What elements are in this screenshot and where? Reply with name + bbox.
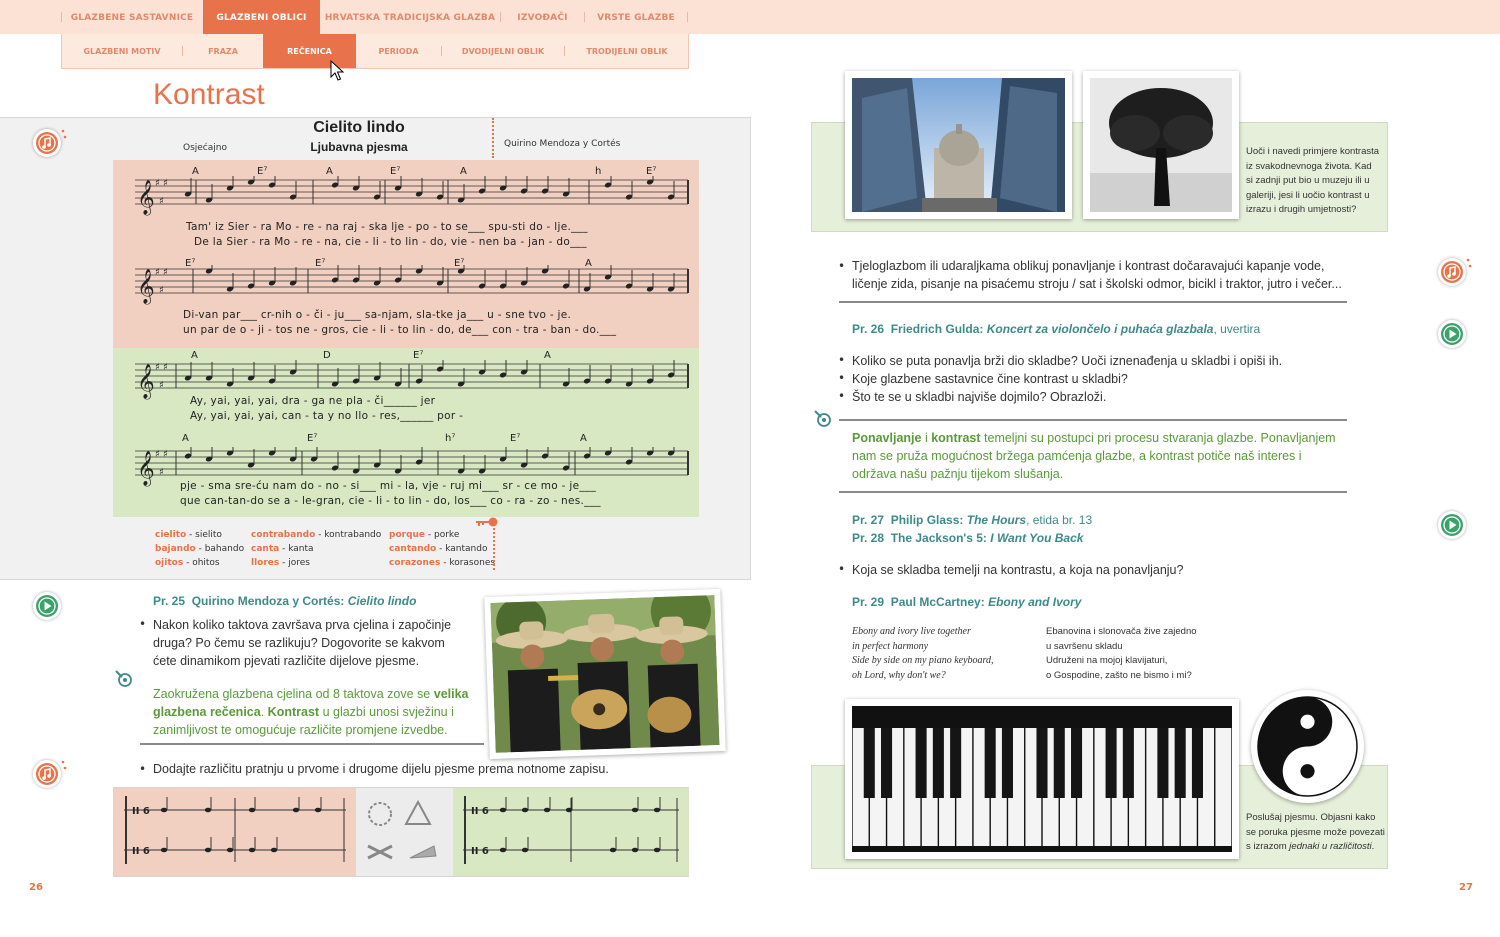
bullet: •: [838, 562, 846, 576]
chord-label: A: [182, 433, 189, 444]
chord-label: E⁷: [307, 433, 318, 444]
example-27-heading: Pr. 27 Philip Glass: The Hours, etida br. 13: [852, 513, 1093, 527]
chord-label: A: [580, 433, 587, 444]
play-icon: [1438, 511, 1466, 539]
subtab-trodijelni-oblik[interactable]: TRODIJELNI OBLIK: [586, 47, 668, 56]
key-icon: [474, 516, 500, 528]
photo-caption-bottom: Poslušaj pjesmu. Objasni kako se poruka pjesme može povezati s izrazom jednaki u različitosti.: [1246, 812, 1385, 852]
svg-text:♯: ♯: [159, 380, 164, 391]
bullet: •: [838, 353, 846, 367]
mariachi-image: [490, 595, 719, 753]
svg-text:II 6: II 6: [132, 846, 150, 857]
mouse-cursor-icon: [330, 60, 346, 82]
example-29-heading: Pr. 29 Paul McCartney: Ebony and Ivory: [852, 595, 1082, 609]
definition-note: Ponavljanje i kontrast temeljni su postupci pri procesu stvaranja glazbe. Ponavljanjem nam se pruža mogućnost bržega pamćenja glazbe, a kontrast potiče naš interes i održava našu pažnju tijekom slušanja.: [852, 431, 1336, 481]
chord-label: E⁷: [454, 258, 465, 269]
svg-text:♯: ♯: [155, 449, 160, 460]
example-26-heading: Pr. 26 Friedrich Gulda: Koncert za violončelo i puhaća glazbala, uvertira: [852, 322, 1261, 336]
svg-text:♯: ♯: [155, 267, 160, 278]
city-contrast-photo: [845, 71, 1072, 219]
bullet: •: [139, 762, 147, 776]
chord-label: A: [192, 166, 199, 177]
lyric-line: Ay, yai, yai, yai, dra - ga ne pla - či______ jer: [190, 395, 436, 407]
photo-caption-top: Uoči i navedi primjere kontrasta iz svakodnevnoga života. Kad si zadnji put bio u muzeju ili u galeriji, jesi li uočio kontrast u izrazu i drugih umjetnosti?: [1246, 146, 1380, 215]
song-icon[interactable]: [33, 760, 61, 788]
svg-text:♯: ♯: [159, 285, 164, 296]
svg-text:♯: ♯: [155, 178, 160, 189]
svg-text:𝄞: 𝄞: [137, 180, 155, 215]
yin-yang-icon: [1257, 696, 1358, 797]
lyric-line: Ay, yai, yai, yai, can - ta y no llo - res,______ por -: [190, 410, 464, 422]
chord-label: E⁷: [390, 166, 401, 177]
question-list: Koliko se puta ponavlja brži dio skladbe? Uoči iznenađenja u skladbi i opiši ih. Koje glazbene sastavnice čine kontrast u skladbi? Što te se u skladbi najviše dojmilo? Obrazloži.: [852, 354, 1283, 404]
svg-text:♯: ♯: [163, 449, 168, 460]
svg-text:𝄞: 𝄞: [137, 451, 155, 486]
svg-text:II 6: II 6: [471, 846, 489, 857]
chord-label: h⁷: [445, 433, 456, 444]
staff-line-1: [113, 176, 699, 218]
lyric-line: pje - sma sre-ću nam do - no - si___ mi - la, vje - ruj mi___ sr - ce mo - je___: [180, 480, 596, 492]
song-icon[interactable]: [33, 129, 61, 157]
song-subtitle: Ljubavna pjesma: [310, 140, 408, 154]
rhythm-notation-b: [453, 788, 689, 876]
svg-text:𝄞: 𝄞: [137, 269, 155, 304]
rhythm-accompaniment: [113, 787, 689, 877]
svg-text:♯: ♯: [159, 467, 164, 478]
chord-label: E⁷: [413, 350, 424, 361]
music-note-icon: [33, 129, 61, 157]
listen-icon[interactable]: [33, 592, 61, 620]
rhythm-notation-a: [114, 788, 356, 876]
yin-yang-badge: [1251, 690, 1364, 803]
svg-text:II 6: II 6: [132, 806, 150, 817]
question-text: Nakon koliko taktova završava prva cjelina i započinje druga? Po čemu se razlikuju? Dogovorite se kakvom ćete dinamikom pjevati različite dijelove pjesme.: [153, 618, 452, 668]
dotted-divider: [492, 118, 494, 158]
tree-image: [1090, 78, 1232, 212]
svg-text:♯: ♯: [159, 196, 164, 207]
song-title: Cielito lindo: [313, 119, 405, 136]
tab-vrste-glazbe[interactable]: VRSTE GLAZBE: [597, 13, 675, 23]
divider: [839, 419, 1347, 421]
svg-text:♯: ♯: [163, 178, 168, 189]
glossary-item: ojitos - ohitos: [155, 558, 220, 568]
tree-contrast-photo: [1083, 71, 1239, 219]
svg-text:♯: ♯: [163, 362, 168, 373]
chord-label: E⁷: [315, 258, 326, 269]
tab-izvodaci[interactable]: IZVOĐAČI: [517, 13, 568, 23]
listen-icon[interactable]: [1438, 511, 1466, 539]
percussion-instruments-icon: [366, 798, 446, 870]
page-title: Kontrast: [153, 78, 265, 111]
subtab-glazbeni-motiv[interactable]: GLAZBENI MOTIV: [83, 47, 161, 56]
glossary-item: porque - porke: [389, 530, 460, 540]
lyric-line: un par de o - ji - tos ne - gros, cie - li - to lin - do, de___ con - tra - ban - do.___: [183, 324, 617, 336]
glossary-item: contrabando - kontrabando: [251, 530, 382, 540]
subtab-perioda[interactable]: PERIODA: [378, 47, 419, 56]
question-text: Dodajte različitu pratnju u prvome i drugome dijelu pjesme prema notnome zapisu.: [153, 762, 609, 776]
top-navigation: [0, 0, 1500, 34]
chord-label: E⁷: [257, 166, 268, 177]
chord-label: D: [323, 350, 331, 361]
dotted-divider: [493, 528, 495, 570]
bullet: •: [838, 371, 846, 385]
song-tempo: Osjećajno: [183, 143, 227, 153]
glossary-item: llores - jores: [251, 558, 310, 568]
bullet: •: [838, 259, 846, 273]
lyric-line: Di-van par___ cr-nih o - či - ju___ sa-njam, sla-tke ja___ u - sne tvo - je.: [183, 309, 572, 321]
pointer-hand-icon: [812, 408, 834, 430]
lyric-line: De la Sier - ra Mo - re - na, cie - li - to lin - do, vie - nen ba - jan - do___: [194, 236, 587, 248]
question-text: Koja se skladba temelji na kontrastu, a koja na ponavljanju?: [852, 563, 1184, 577]
svg-text:II 6: II 6: [471, 806, 489, 817]
divider: [140, 743, 484, 745]
tab-hrvatska-tradicijska-glazba[interactable]: HRVATSKA TRADICIJSKA GLAZBA: [324, 13, 496, 23]
sparkle-dots-icon: [1465, 257, 1473, 271]
svg-text:♯: ♯: [155, 362, 160, 373]
glossary-item: cantando - kantando: [389, 544, 488, 554]
lyric-line: que can-tan-do se a - le-gran, cie - li - to lin - do, los___ co - ra - zo - nes.___: [180, 495, 601, 507]
song-composer: Quirino Mendoza y Cortés: [504, 139, 621, 149]
chord-label: h: [595, 166, 602, 177]
sparkle-dots-icon: [60, 759, 68, 773]
definition-note: Zaokružena glazbena cjelina od 8 taktova zove se velika glazbena rečenica. Kontrast u glazbi unosi svježinu i zanimljivost te omogućuje različite promjene izvedbe.: [153, 687, 469, 737]
chord-label: A: [326, 166, 333, 177]
tab-glazbene-sastavnice[interactable]: GLAZBENE SASTAVNICE: [70, 13, 194, 23]
play-icon: [33, 592, 61, 620]
glossary-item: cielito - sielito: [155, 530, 222, 540]
piano-keys-image: [852, 706, 1232, 852]
nav-separator: [687, 12, 688, 22]
sparkle-dots-icon: [60, 128, 68, 142]
piano-photo: [845, 699, 1239, 859]
lyric-line: Tam' iz Sier - ra Mo - re - na raj - ska lje - po - to se___ spu-sti do - lje.___: [186, 221, 588, 233]
svg-text:♯: ♯: [163, 267, 168, 278]
cathedral-image: [852, 78, 1065, 212]
divider: [839, 301, 1347, 303]
divider: [839, 491, 1347, 493]
play-icon: [1438, 320, 1466, 348]
example-25-heading: Pr. 25 Quirino Mendoza y Cortés: Cielito lindo: [153, 594, 417, 608]
chord-label: A: [191, 350, 198, 361]
glossary-item: bajando - bahando: [155, 544, 245, 554]
chord-label: A: [585, 258, 592, 269]
subtab-recenica[interactable]: REČENICA: [263, 34, 356, 68]
glossary-item: canta - kanta: [251, 544, 314, 554]
svg-text:𝄞: 𝄞: [137, 364, 155, 399]
pointer-hand-icon: [113, 668, 135, 690]
lyrics-english: Ebony and ivory live together in perfect harmony Side by side on my piano keyboard, oh Lord, why don't we?: [852, 626, 994, 681]
listen-icon[interactable]: [1438, 320, 1466, 348]
tab-glazbeni-oblici[interactable]: GLAZBENI OBLICI: [203, 0, 320, 34]
music-note-icon: [1438, 258, 1466, 286]
page-number-right: 27: [1459, 882, 1473, 893]
sub-navigation: [61, 34, 689, 69]
mariachi-photo: [484, 589, 726, 759]
bullet: •: [838, 389, 846, 403]
chord-label: A: [544, 350, 551, 361]
lyrics-croatian: Ebanovina i slonovača žive zajedno u savršenu skladu Udruženi na mojoj klavijaturi, o Gospodine, zašto ne bismo i mi?: [1046, 626, 1197, 681]
example-28-heading: Pr. 28 The Jackson's 5: I Want You Back: [852, 531, 1084, 545]
page-number-left: 26: [29, 882, 43, 893]
chord-label: E⁷: [646, 166, 657, 177]
chord-label: E⁷: [510, 433, 521, 444]
task-text: Tjeloglazbom ili udaraljkama oblikuj ponavljanje i kontrast dočaravajući kapanje vode, ličenje zida, pisanje na pisaćemu stroju / sat i školski odmor, bicikl i traktor, jutro i večer...: [852, 259, 1342, 291]
subtab-dvodijelni-oblik[interactable]: DVODIJELNI OBLIK: [461, 47, 545, 56]
chord-label: A: [460, 166, 467, 177]
music-note-icon: [33, 760, 61, 788]
bullet: •: [139, 617, 147, 631]
staff-line-2: [113, 265, 699, 307]
glossary-item: corazones - korasones: [389, 558, 496, 568]
subtab-fraza[interactable]: FRAZA: [208, 47, 238, 56]
chord-label: E⁷: [185, 258, 196, 269]
song-icon[interactable]: [1438, 258, 1466, 286]
